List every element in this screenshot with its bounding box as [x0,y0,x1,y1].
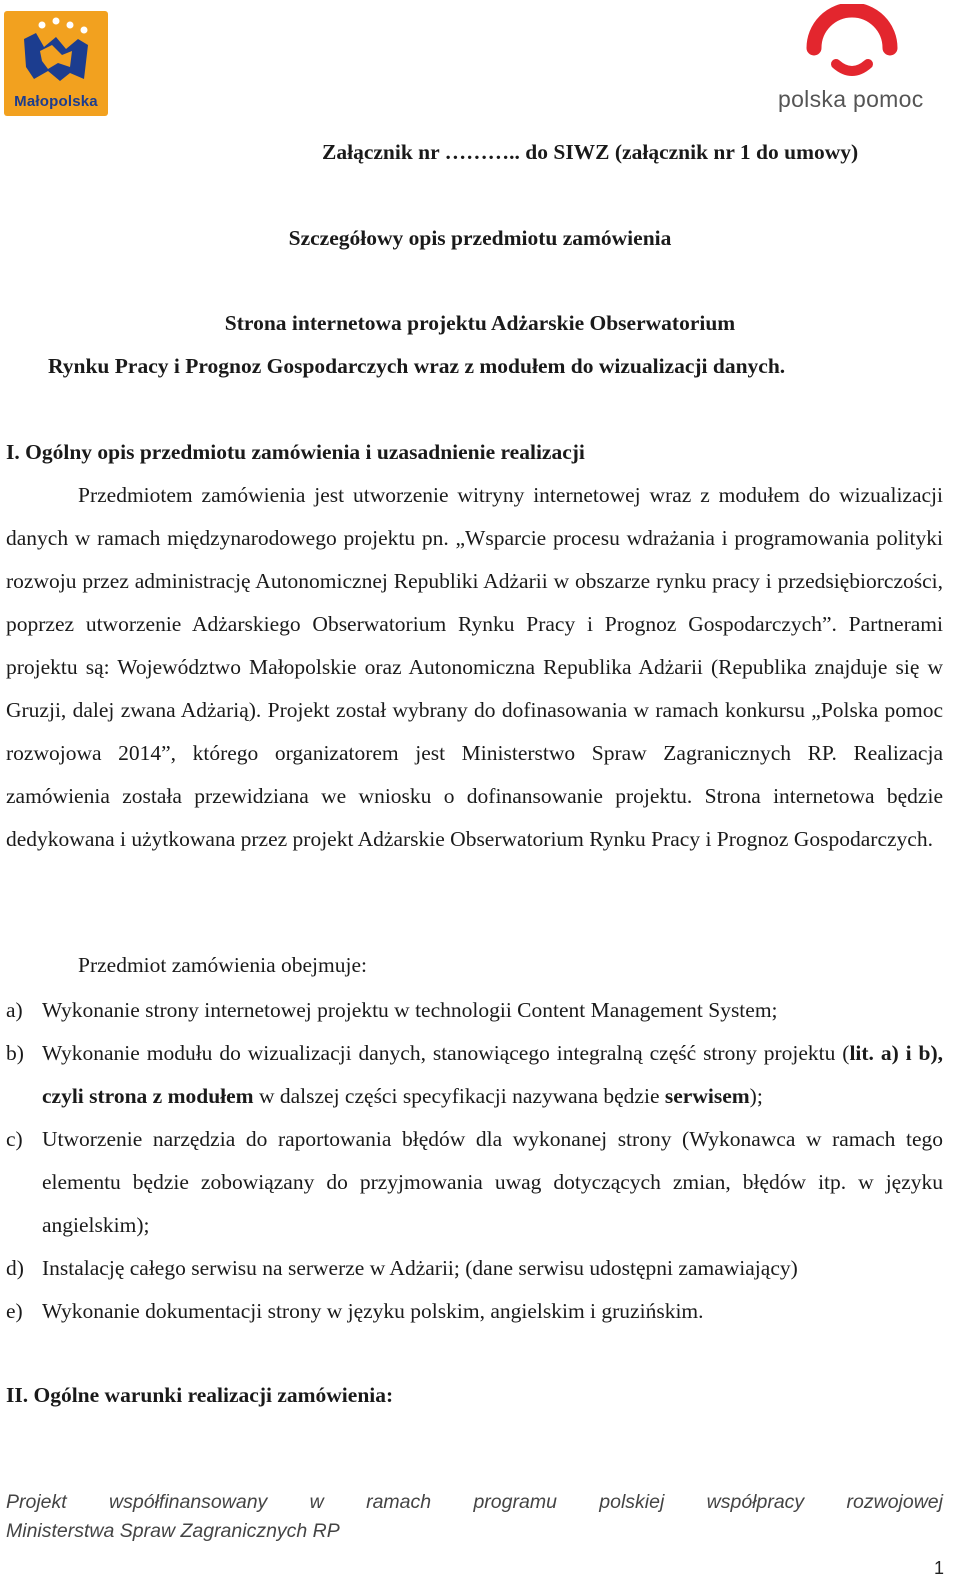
section-2-heading: II. Ogólne warunki realizacji zamówienia: [6,1383,394,1407]
annex-label: Załącznik nr ……….. do SIWZ (załącznik nr 1 do umowy) [322,140,859,164]
document-subtitle-line1: Strona internetowa projektu Adżarskie Obserwatorium [224,311,736,335]
polska-pomoc-logo [770,2,940,117]
list-item-text: Wykonanie strony internetowej projektu w technologii Content Management System; [42,998,778,1022]
section-1-heading: I. Ogólny opis przedmiotu zamówienia i uzasadnienie realizacji [6,440,585,464]
polska-pomoc-logo-text: polska pomoc [778,86,924,112]
list-marker: d) [6,1256,24,1280]
polska-pomoc-emblem-icon [802,4,902,84]
list-item [6,1118,943,1247]
malopolska-emblem-icon [4,11,108,91]
list-item [6,1290,943,1333]
page-number: 1 [933,1558,944,1578]
scope-list [6,989,943,1333]
list-item-text: Instalację całego serwisu na serwerze w Adżarii; (dane serwisu udostępni zamawiający) [42,1256,798,1280]
list-marker: e) [6,1299,23,1323]
list-item-bold: serwisem [664,1084,750,1108]
list-marker: c) [6,1127,23,1151]
list-item-text: ); [749,1084,763,1108]
list-marker: a) [6,998,23,1022]
footer [6,1488,943,1546]
list-item-text: Wykonanie modułu do wizualizacji danych, stanowiącego integralną część strony projektu ( [42,1041,850,1065]
footer-line-2: Ministerstwa Spraw Zagranicznych RP [6,1520,340,1542]
list-item-bold: lit. a) i b), czyli strona z modułem [42,1041,944,1108]
list-marker: b) [6,1041,24,1065]
document-subtitle-line2: Rynku Pracy i Prognoz Gospodarczych wraz z modułem do wizualizacji danych. [48,354,786,378]
section-1-paragraph: Przedmiotem zamówienia jest utworzenie witryny internetowej wraz z modułem do wizualizacji danych w ramach międzynarodowego projektu pn. „Wsparcie procesu wdrażania i programowania polityki rozwoju przez administrację Autonomicznej Republiki Adżarii w obszarze rynku pracy i przedsiębiorczości, poprzez utworzenie Adżarskiego Obserwatorium Rynku Pracy i Prognoz Gospodarczych”. Partnerami projektu są: Województwo Małopolskie oraz Autonomiczna Republika Adżarii (Republika znajduje się w Gruzji, dalej zwana Adżarią). Projekt został wybrany do dofinasowania w ramach konkursu „Polska pomoc rozwojowa 2014”, którego organizatorem jest Ministerstwo Spraw Zagranicznych RP. Realizacja zamówienia została przewidziana we wniosku o dofinansowanie projektu. Strona internetowa będzie dedykowana i użytkowana przez projekt Adżarskie Obserwatorium Rynku Pracy i Prognoz Gospodarczych. [6,483,943,851]
list-item-text: Wykonanie dokumentacji strony w języku polskim, angielskim i gruzińskim. [42,1299,704,1323]
footer-line-1: Projekt współfinansowany w ramach programu polskiej współpracy rozwojowej [6,1491,943,1513]
list-item-text: w dalszej części specyfikacji nazywana będzie [253,1084,665,1108]
list-item-text: Utworzenie narzędzia do raportowania błędów dla wykonanej strony (Wykonawca w ramach tego elementu będzie zobowiązany do przyjmowania uwag dotyczących zmian, błędów itp. w języku angielskim); [42,1127,943,1237]
malopolska-logo [4,11,108,116]
list-item [6,989,943,1032]
scope-intro: Przedmiot zamówienia obejmuje: [78,953,367,977]
malopolska-logo-text: Małopolska [14,93,98,110]
document-title: Szczegółowy opis przedmiotu zamówienia [288,226,672,250]
list-item [6,1032,943,1118]
list-item [6,1247,943,1290]
